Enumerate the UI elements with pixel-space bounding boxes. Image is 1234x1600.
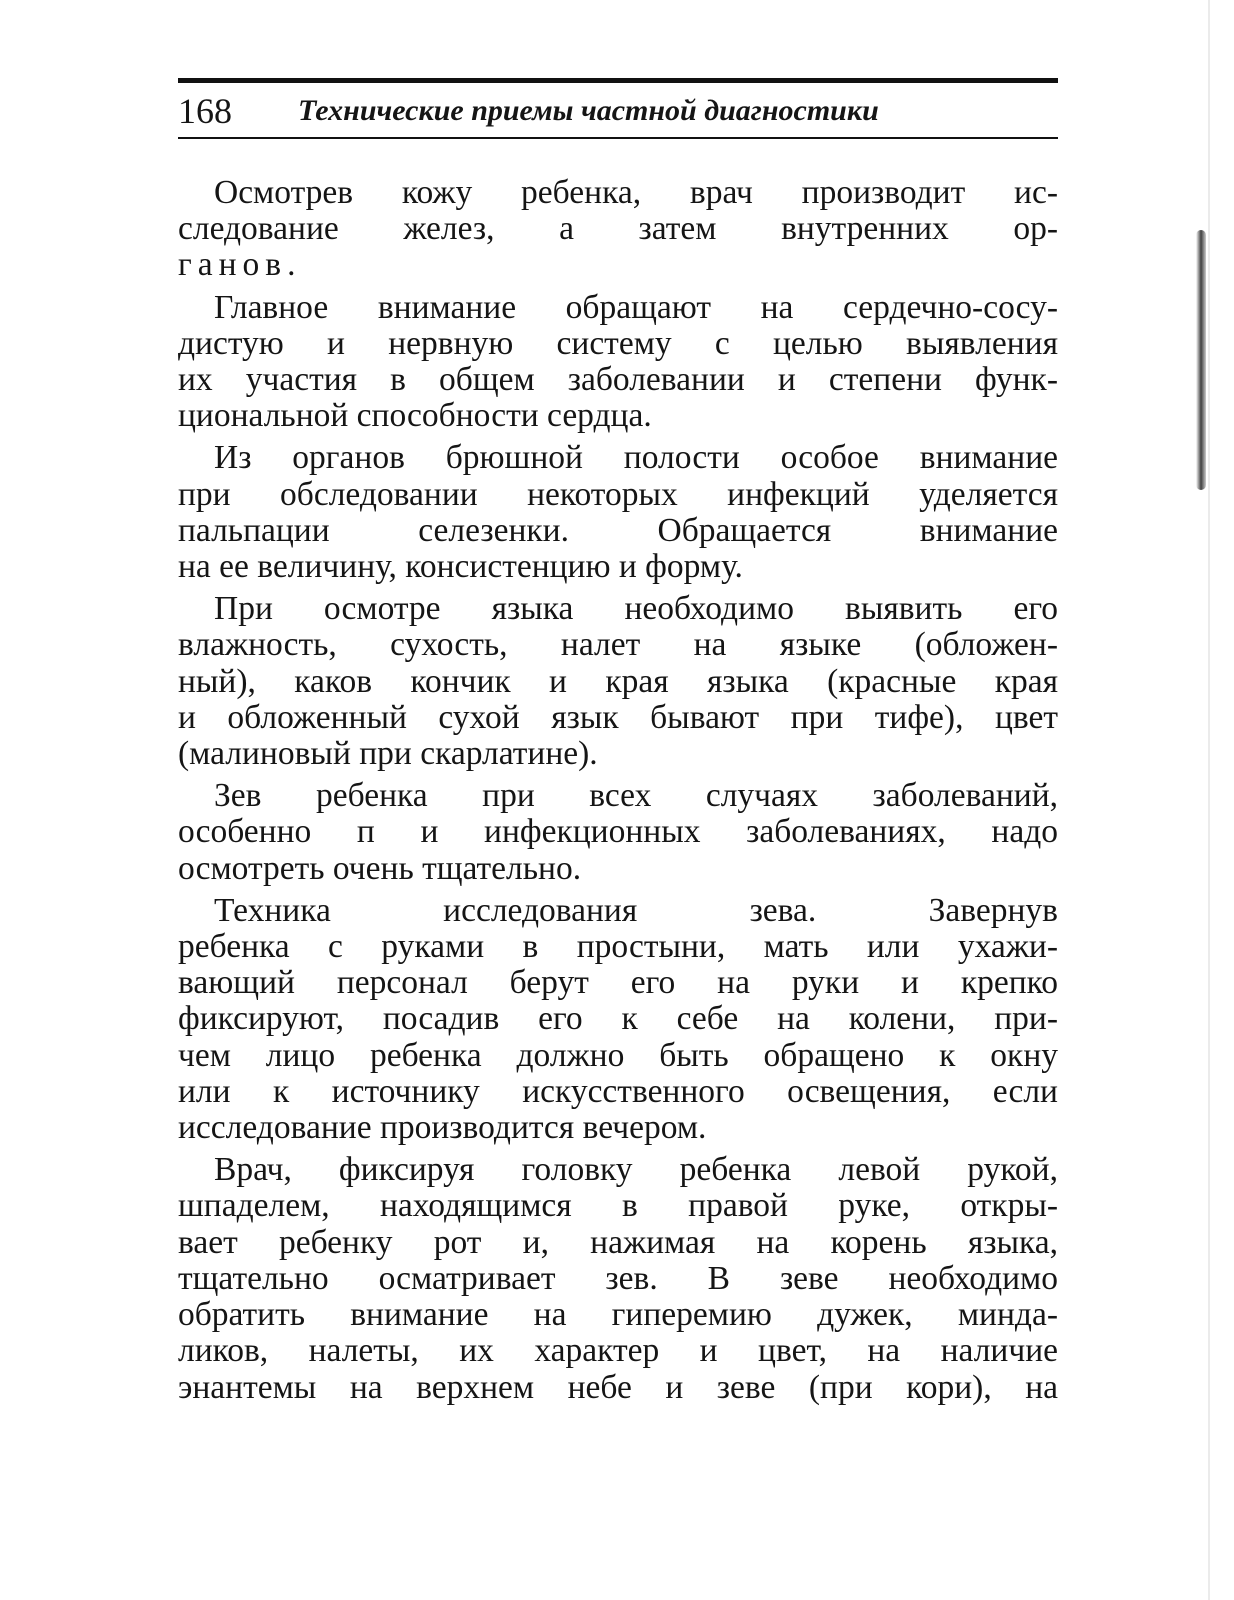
text-line: Техника исследования зева. Завернув — [214, 891, 1058, 929]
text-line: циональной способности сердца. — [178, 397, 652, 435]
text-line: чем лицо ребенка должно быть обращено к окну — [178, 1036, 1058, 1074]
page-header — [178, 78, 1058, 139]
text-line: (малиновый при скарлатине). — [178, 735, 598, 773]
text-line: при обследовании некоторых инфекций уделяется — [178, 475, 1058, 513]
book-page — [178, 78, 1058, 1412]
text-line: ганов. — [178, 246, 302, 284]
paragraph-6 — [178, 893, 1058, 1146]
text-line: влажность, сухость, налет на языке (обложен- — [178, 626, 1058, 664]
paragraph-4 — [178, 591, 1058, 772]
text-line: ный), каков кончик и края языка (красные края — [178, 662, 1058, 700]
text-line: осмотреть очень тщательно. — [178, 849, 582, 887]
text-line: Осмотрев кожу ребенка, врач производит ис- — [214, 174, 1058, 211]
paragraph-7 — [178, 1152, 1058, 1405]
text-line: исследование производится вечером. — [178, 1109, 707, 1147]
text-line: пальпации селезенки. Обращается внимание — [178, 511, 1058, 549]
text-line: их участия в общем заболевании и степени функ- — [178, 361, 1058, 399]
running-title: Технические приемы частной диагностики — [298, 94, 879, 127]
text-line: фиксируют, посадив его к себе на колени, при- — [178, 1000, 1058, 1038]
text-line: шпаделем, находящимся в правой руке, откры- — [178, 1187, 1058, 1225]
scan-binding-shadow — [1196, 230, 1206, 490]
text-line: При осмотре языка необходимо выявить его — [214, 590, 1058, 628]
text-line: Врач, фиксируя головку ребенка левой рукой, — [214, 1151, 1058, 1189]
text-line: тщательно осматривает зев. В зеве необходимо — [178, 1259, 1058, 1297]
text-line: или к источнику искусственного освещения, если — [178, 1072, 1058, 1110]
body-text — [178, 175, 1058, 1406]
text-line: особенно п и инфекционных заболеваниях, надо — [178, 813, 1058, 851]
text-line: вает ребенку рот и, нажимая на корень языка, — [178, 1223, 1058, 1261]
text-line: Зев ребенка при всех случаях заболеваний, — [214, 777, 1058, 815]
text-line: на ее величину, консистенцию и форму. — [178, 548, 743, 586]
scan-edge-shadow — [1208, 0, 1210, 1600]
paragraph-5 — [178, 778, 1058, 887]
text-line: обратить внимание на гиперемию дужек, минда- — [178, 1296, 1058, 1334]
text-line: Из органов брюшной полости особое внимание — [214, 439, 1058, 477]
text-line: энантемы на верхнем небе и зеве (при кори), на — [178, 1368, 1058, 1406]
text-line: ликов, налеты, их характер и цвет, на наличие — [178, 1332, 1058, 1370]
paragraph-3 — [178, 440, 1058, 585]
text-line: дистую и нервную систему с целью выявления — [178, 324, 1058, 362]
text-line: следование желез, а затем внутренних ор- — [178, 210, 1058, 248]
page-number: 168 — [178, 91, 232, 131]
text-line: и обложенный сухой язык бывают при тифе), цвет — [178, 698, 1058, 736]
paragraph-1 — [178, 175, 1058, 284]
text-line: ребенка с руками в простыни, мать или ухажи- — [178, 928, 1058, 966]
text-line: вающий персонал берут его на руки и крепко — [178, 964, 1058, 1002]
paragraph-2 — [178, 290, 1058, 435]
text-line: Главное внимание обращают на сердечно-сосу- — [214, 288, 1058, 326]
